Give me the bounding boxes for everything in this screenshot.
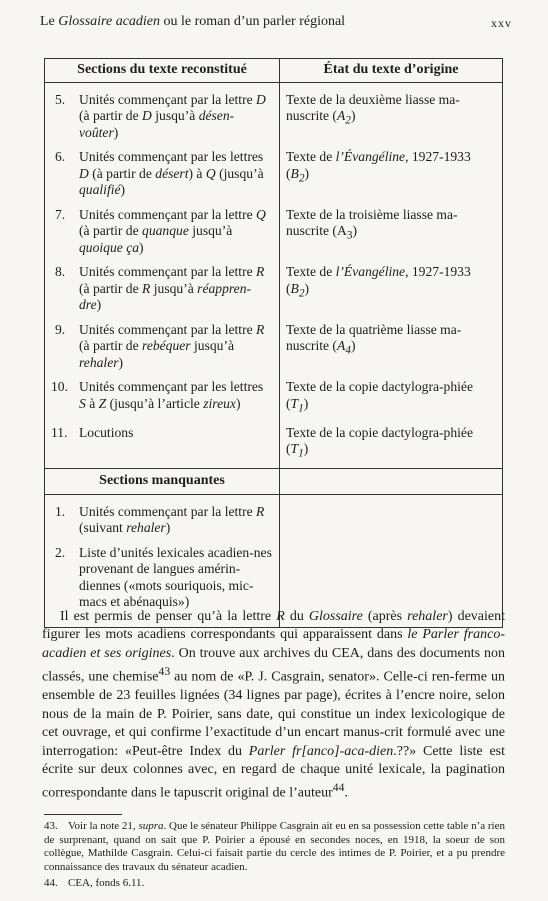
col-header-sections: Sections du texte reconstitué bbox=[45, 59, 280, 83]
section-description: Unités commençant par la lettre R (suivant rehaler) bbox=[79, 503, 265, 536]
table-row bbox=[45, 377, 503, 423]
table-row bbox=[45, 262, 503, 320]
state-cell: Texte de la quatrième liasse ma-nuscrite $(A_4)$ bbox=[280, 320, 503, 378]
table-row bbox=[45, 147, 503, 205]
table-body bbox=[45, 82, 503, 627]
state-cell bbox=[280, 494, 503, 543]
section-number: 5. bbox=[55, 91, 66, 107]
footnote-rule bbox=[44, 814, 122, 815]
footnote bbox=[44, 820, 505, 874]
table-row bbox=[45, 320, 503, 378]
section-number: 1. bbox=[55, 503, 66, 519]
col-header-state: État du texte d’origine bbox=[280, 59, 503, 83]
section-number: 2. bbox=[55, 544, 66, 560]
section-description: Liste d’unités lexicales acadien-nes provenant de langues amérin-diennes («mots souriquois, mic-macs et abénaquis») bbox=[79, 544, 272, 610]
state-cell: Texte de la deuxième liasse ma-nuscrite $(A_2)$ bbox=[280, 82, 503, 147]
section-description: Locutions bbox=[79, 424, 134, 440]
footnote-text: CEA, fonds 6.11. bbox=[68, 877, 145, 889]
state-cell: Texte de la copie dactylogra-phiée $(T_1)$ bbox=[280, 423, 503, 469]
section-number: 6. bbox=[55, 149, 66, 164]
sections-table bbox=[44, 58, 503, 628]
running-title: Le Glossaire acadien ou le roman d’un parler régional bbox=[40, 14, 346, 29]
section-cell bbox=[45, 82, 280, 147]
table-row bbox=[45, 205, 503, 263]
section-number: 9. bbox=[55, 321, 66, 337]
section-number: 11. bbox=[51, 424, 68, 440]
section-description: Unités commençant par la lettre R (à partir de R jusqu’à réappren-dre) bbox=[79, 264, 265, 312]
table-row bbox=[45, 82, 503, 147]
footnote-number: 43. bbox=[44, 820, 58, 832]
page-number: xxv bbox=[491, 16, 512, 30]
state-cell: Texte de l’Évangéline, 1927-1933 $(B_2)$ bbox=[280, 262, 503, 320]
section-description: Unités commençant par la lettre D (à partir de D jusqu’à désen-voûter) bbox=[79, 91, 266, 140]
section-cell bbox=[45, 147, 280, 205]
state-cell: Texte de la copie dactylogra-phiée $(T_1)$ bbox=[280, 377, 503, 423]
running-header bbox=[40, 14, 512, 31]
section-cell bbox=[45, 205, 280, 263]
body-paragraph: Il est permis de penser qu’à la lettre R du Glossaire (après rehaler) devaient figurer les mots acadiens correspondants qui apparaissent dans le Parler franco-acadien et ses origines. On trouve aux archives du CEA, dans des documents non classés, une chemise$^{43}$ au nom de «P. J. Casgrain, senator». Celle-ci ren-ferme un ensemble de 23 feuilles lignées (34 lignes par page), écrites à l’encre noire, selon nous de la main de P. Poirier, sans date, qui constitue un index lexicologique de cet ouvrage, et qui confirme l’exactitude d’un encart manus-crit formulé avec une interrogation: «Peut-être Index du Parler fr[anco]-aca-dien.??» Cette liste est écrite sur deux colonnes avec, en regard de chaque unité lexicale, la pagination correspondante dans le tapuscrit original de l’auteur$^{44}$. bbox=[42, 609, 506, 801]
section-number: 8. bbox=[55, 264, 66, 279]
footnote-number: 44. bbox=[44, 877, 58, 889]
state-cell: Texte de la troisième liasse ma-nuscrite $(A_3)$ bbox=[280, 205, 503, 263]
missing-section-cell bbox=[45, 494, 280, 543]
section-description: Unités commençant par les lettres D (à partir de désert) à Q (jusqu’à qualifié) bbox=[79, 149, 264, 197]
state-cell: Texte de l’Évangéline, 1927-1933 $(B_2)$ bbox=[280, 147, 503, 205]
missing-sections-empty bbox=[280, 469, 503, 495]
section-cell bbox=[45, 320, 280, 378]
section-description: Unités commençant par la lettre Q (à partir de quanque jusqu’à quoique ça) bbox=[79, 206, 266, 255]
section-cell bbox=[45, 377, 280, 423]
section-description: Unités commençant par la lettre R (à partir de rebéquer jusqu’à rehaler) bbox=[79, 321, 265, 370]
section-cell bbox=[45, 423, 280, 469]
section-number: 7. bbox=[55, 206, 66, 222]
footnote-text: Voir la note 21, supra. Que le sénateur Philippe Casgrain ait eu en sa possession cette table n’a rien de surprenant, quand on sait que P. Poirier a épousé en secondes noces, en 1918, la soeur de son collègue, Mathilde Casgrain. Celui-ci faisait partie du cercle des intimes de P. Poirier, et a pu prendre connaissance des travaux du sénateur acadien. bbox=[44, 820, 505, 873]
missing-sections-header: Sections manquantes bbox=[45, 469, 280, 495]
missing-header-row bbox=[45, 469, 503, 495]
section-number: 10. bbox=[51, 379, 68, 394]
footnote bbox=[44, 877, 505, 891]
section-cell bbox=[45, 262, 280, 320]
table-row bbox=[45, 494, 503, 543]
table-row bbox=[45, 423, 503, 469]
section-description: Unités commençant par les lettres S à Z (jusqu’à l’article zireux) bbox=[79, 379, 264, 411]
